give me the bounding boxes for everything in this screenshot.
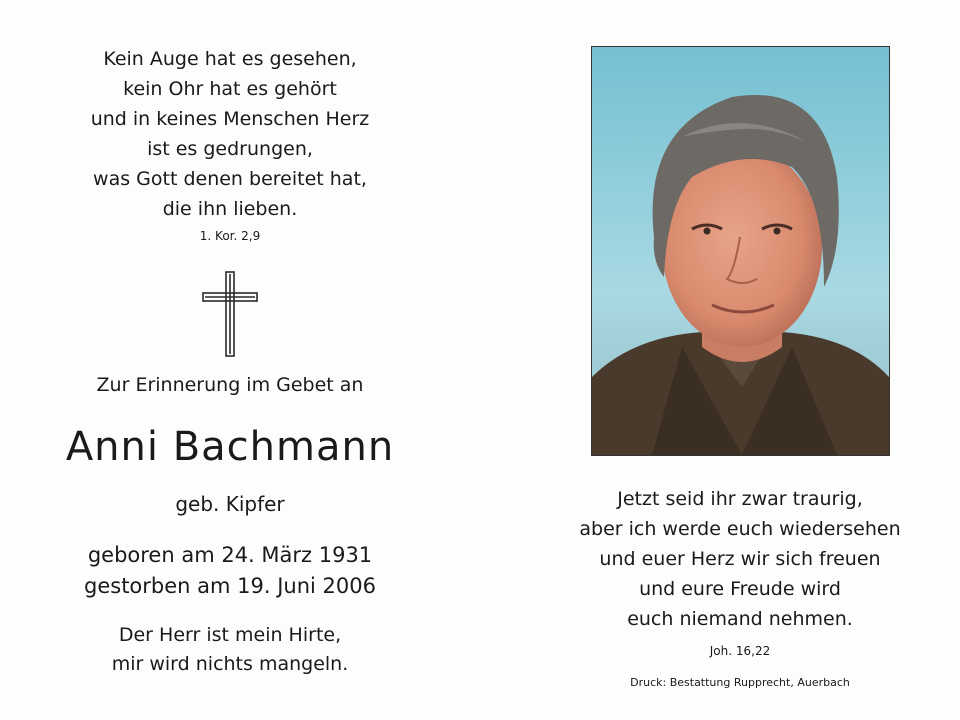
portrait-photo	[591, 46, 890, 456]
verse-reference-right: Joh. 16,22	[709, 644, 771, 658]
memory-text: Zur Erinnerung im Gebet an	[96, 374, 364, 396]
printer-credit: Druck: Bestattung Rupprecht, Auerbach	[630, 676, 850, 689]
verse-line: Jetzt seid ihr zwar traurig,	[617, 488, 863, 510]
verse-line: was Gott denen bereitet hat,	[93, 168, 367, 190]
verse-line: ist es gedrungen,	[147, 138, 313, 160]
verse-left	[40, 44, 420, 224]
death-date: gestorben am 19. Juni 2006	[84, 574, 376, 598]
deceased-name: Anni Bachmann	[65, 424, 395, 470]
verse-line: kein Ohr hat es gehört	[123, 78, 337, 100]
closing-line: Der Herr ist mein Hirte,	[118, 624, 342, 646]
birth-date: geboren am 24. März 1931	[87, 543, 373, 567]
maiden-name: geb. Kipfer	[175, 492, 285, 516]
verse-line: und in keines Menschen Herz	[90, 108, 370, 130]
closing-verse	[40, 621, 420, 679]
life-dates	[40, 540, 420, 602]
verse-line: und euer Herz wir sich freuen	[599, 548, 881, 570]
verse-line: und eure Freude wird	[639, 578, 841, 600]
verse-line: die ihn lieben.	[162, 198, 298, 220]
verse-line: euch niemand nehmen.	[627, 608, 853, 630]
cross-icon	[202, 271, 258, 357]
closing-line: mir wird nichts mangeln.	[111, 653, 349, 675]
portrait-illustration	[592, 47, 889, 455]
verse-line: aber ich werde euch wiedersehen	[579, 518, 901, 540]
verse-right	[560, 484, 920, 634]
verse-line: Kein Auge hat es gesehen,	[103, 48, 357, 70]
verse-reference-left: 1. Kor. 2,9	[199, 229, 261, 243]
